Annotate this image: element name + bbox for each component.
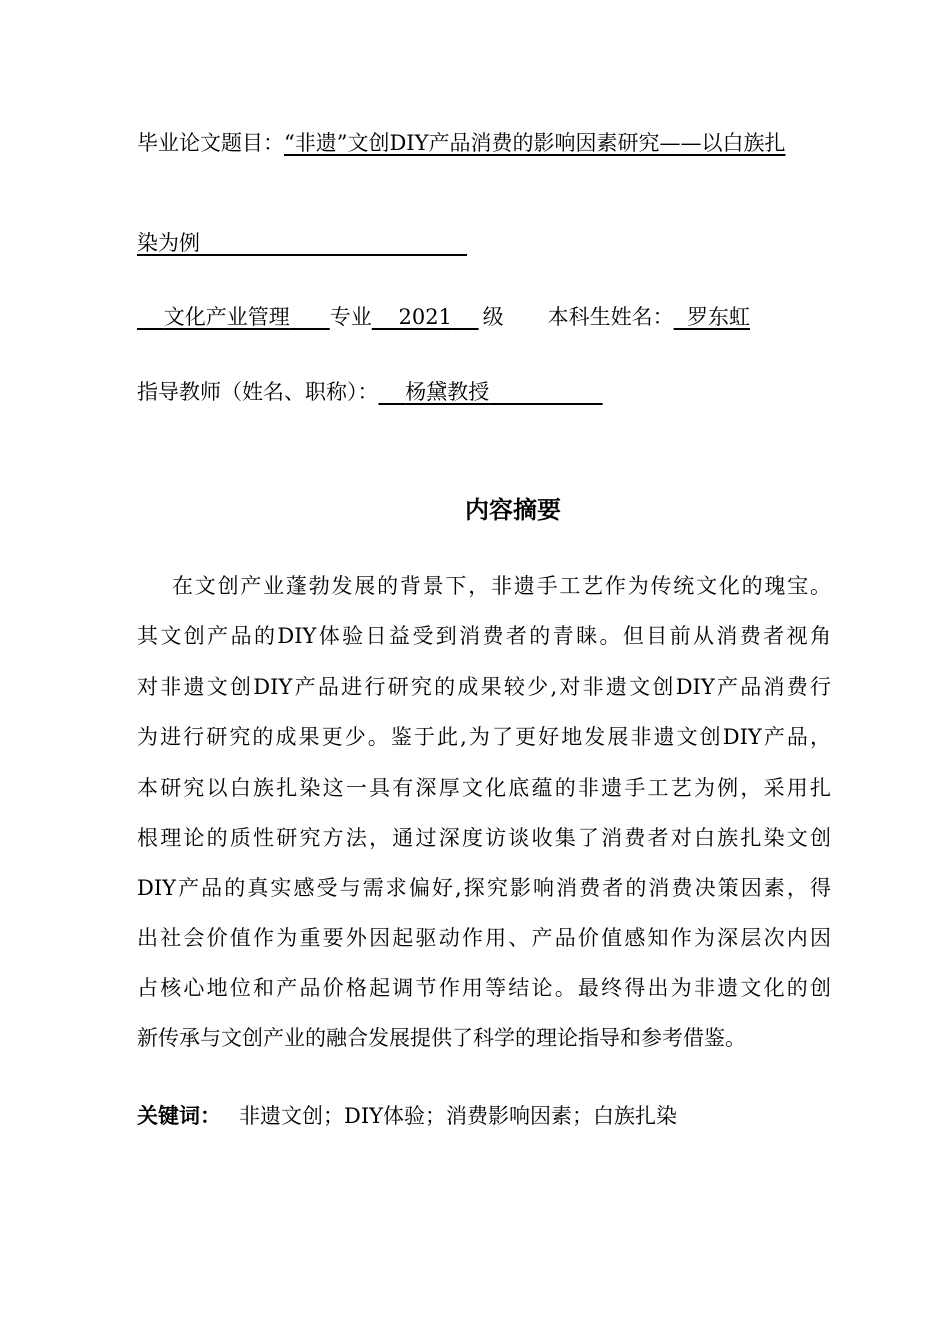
abstract-line: 对非遗文创DIY产品进行研究的成果较少,对非遗文创DIY产品消费行 [137,675,831,699]
thesis-title-value: “非遗”文创DIY产品消费的影响因素研究——以白族扎 [284,131,786,155]
abstract-line: 新传承与文创产业的融合发展提供了科学的理论指导和参考借鉴。 [137,1026,746,1050]
abstract-line: 其文创产品的DIY体验日益受到消费者的青睐。但目前从消费者视角 [137,624,831,648]
student-name: 罗东虹 [686,305,750,329]
abstract-line: 占核心地位和产品价格起调节作用等结论。最终得出为非遗文化的创 [137,976,831,1000]
abstract-line: 根理论的质性研究方法，通过深度访谈收集了消费者对白族扎染文创 [137,826,831,850]
thesis-title-value-cont [137,231,467,255]
major-label: 专业 [329,305,372,329]
advisor-line [137,378,603,406]
abstract-line: 本研究以白族扎染这一具有深厚文化底蕴的非遗手工艺为例，采用扎 [137,776,831,800]
abstract-line: 为进行研究的成果更少。鉴于此,为了更好地发展非遗文创DIY产品， [137,725,831,749]
keywords-line [137,1102,677,1130]
thesis-title-continuation: 染为例 [137,231,200,255]
abstract-line: 在文创产业蓬勃发展的背景下，非遗手工艺作为传统文化的瑰宝。 [172,574,831,598]
student-label: 本科生姓名： [547,305,674,329]
abstract-line: DIY产品的真实感受与需求偏好,探究影响消费者的消费决策因素，得 [137,876,831,900]
abstract-heading: 内容摘要 [465,496,561,524]
year-value: 2021 [398,305,452,329]
year-label: 级 [482,305,504,329]
advisor-value: 杨黛教授 [405,380,490,404]
advisor-field [379,380,603,404]
abstract-line: 出社会价值作为重要外因起驱动作用、产品价值感知作为深层次内因 [137,926,831,950]
advisor-label: 指导教师（姓名、职称）： [137,380,379,404]
year-field [372,305,479,329]
student-field [674,305,750,329]
student-info-line [137,303,750,331]
thesis-title-label: 毕业论文题目： [137,131,284,155]
major-value: 文化产业管理 [163,305,290,329]
thesis-title-line-2 [137,229,467,257]
thesis-title-line-1 [137,129,785,157]
keywords-value: 非遗文创；DIY体验；消费影响因素；白族扎染 [239,1104,677,1128]
keywords-label: 关键词： [137,1104,221,1128]
major-field [137,305,330,329]
